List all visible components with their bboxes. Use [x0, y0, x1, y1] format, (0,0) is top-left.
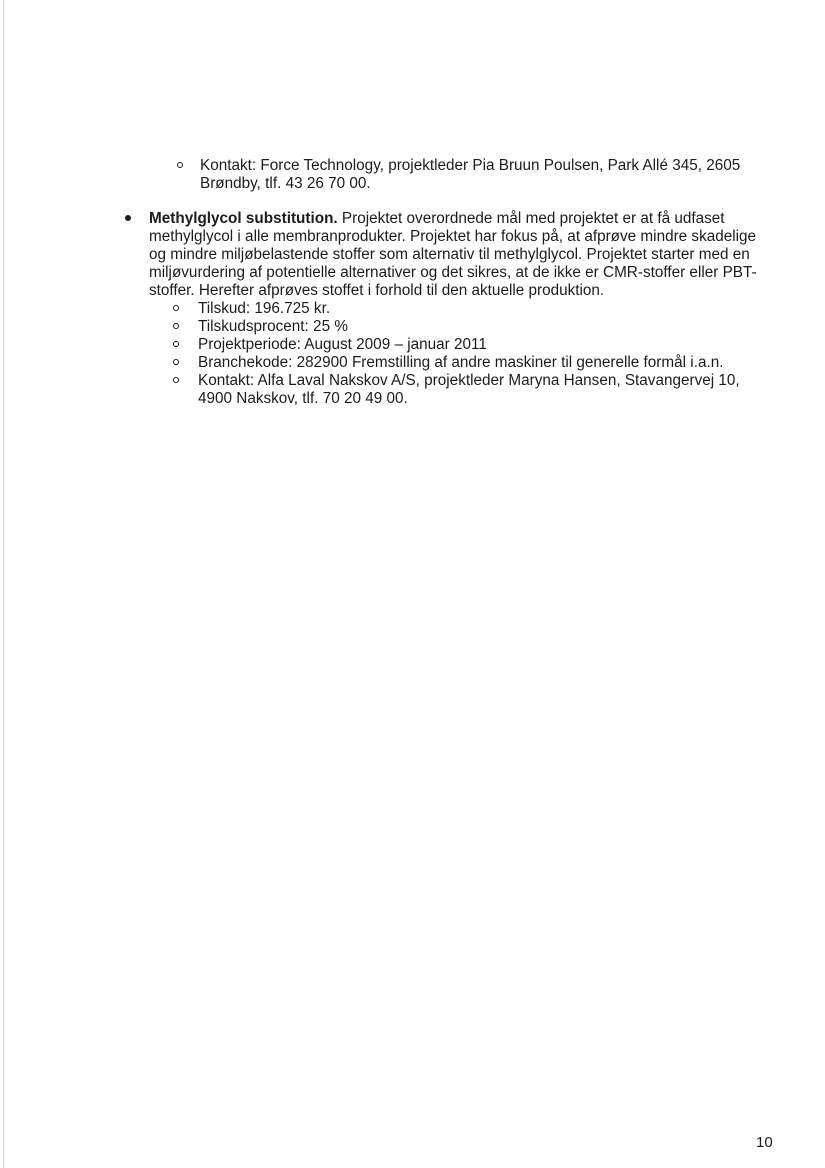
methylglycol-line-3: og mindre miljøbelastende stoffer som alternativ til methylglycol. Projektet starter med en [149, 246, 750, 263]
bullet-icon [125, 215, 131, 221]
sub-bullet-icon [173, 305, 179, 311]
detail-projektperiode: Projektperiode: August 2009 – januar 2011 [198, 336, 487, 353]
detail-tilskudsprocent: Tilskudsprocent: 25 % [198, 318, 348, 335]
detail-kontakt-line-2: 4900 Nakskov, tlf. 70 20 49 00. [198, 390, 408, 407]
page-number: 10 [756, 1134, 773, 1151]
contact-force-line-1: Kontakt: Force Technology, projektleder Pia Bruun Poulsen, Park Allé 345, 2605 [200, 157, 741, 174]
sub-bullet-icon [173, 341, 179, 347]
sub-bullet-icon [173, 323, 179, 329]
detail-kontakt-line-1: Kontakt: Alfa Laval Nakskov A/S, projektleder Maryna Hansen, Stavangervej 10, [198, 372, 740, 389]
contact-force-line-2: Brøndby, tlf. 43 26 70 00. [200, 175, 371, 192]
detail-tilskud: Tilskud: 196.725 kr. [198, 300, 331, 317]
methylglycol-intro: Projektet overordnede mål med projektet er at få udfaset [337, 210, 725, 227]
methylglycol-line-5: stoffer. Herefter afprøves stoffet i forhold til den aktuelle produktion. [149, 282, 605, 299]
sub-bullet-icon [173, 359, 179, 365]
detail-branchekode: Branchekode: 282900 Fremstilling af andre maskiner til generelle formål i.a.n. [198, 354, 724, 371]
scan-edge-line [3, 0, 4, 1168]
methylglycol-first-line [149, 210, 725, 228]
sub-bullet-icon [173, 377, 179, 383]
methylglycol-line-4: miljøvurdering af potentielle alternativer og det sikres, at de ikke er CMR-stoffer eller PBT- [149, 264, 757, 281]
sub-bullet-icon [177, 162, 183, 168]
methylglycol-line-2: methylglycol i alle membranprodukter. Projektet har fokus på, at afprøve mindre skadelige [149, 228, 757, 245]
methylglycol-title: Methylglycol substitution. [149, 210, 338, 227]
